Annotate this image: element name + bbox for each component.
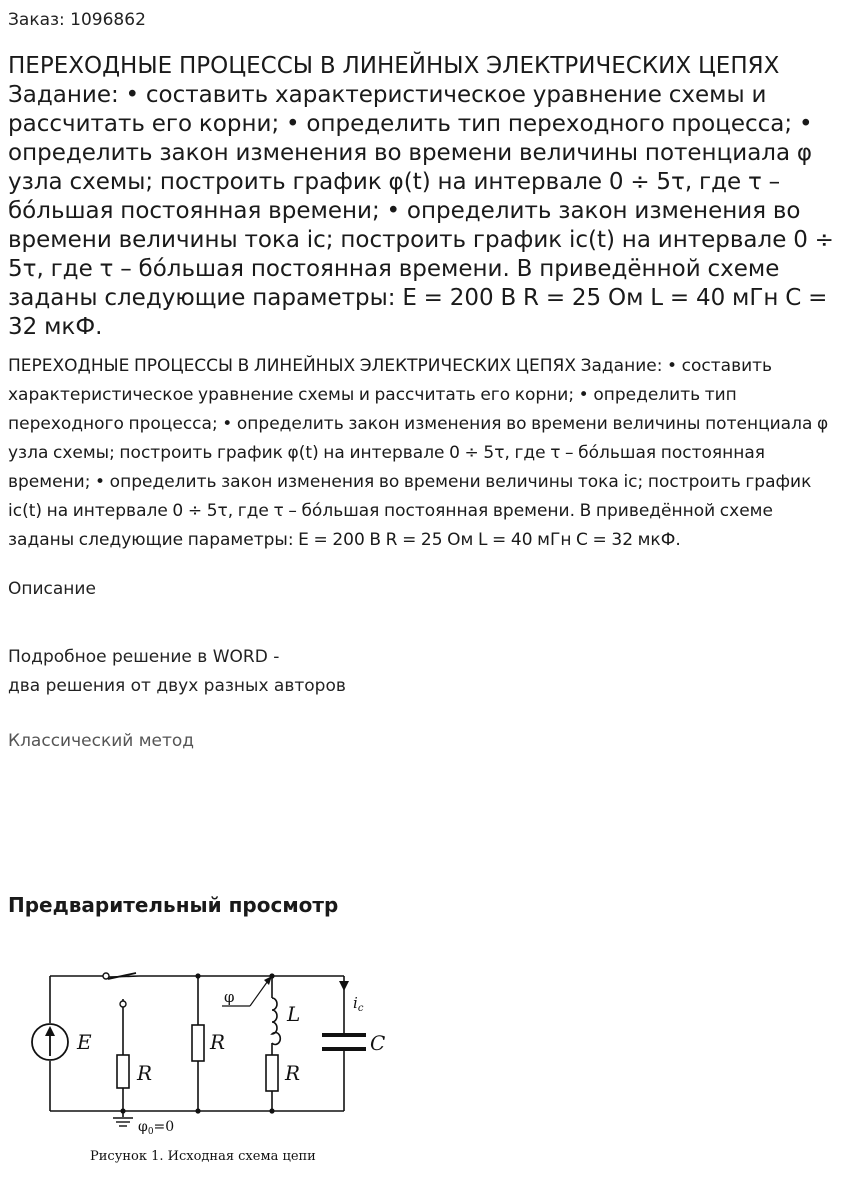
- task-heading: ПЕРЕХОДНЫЕ ПРОЦЕССЫ В ЛИНЕЙНЫХ ЭЛЕКТРИЧЕСКИХ ЦЕПЯХ Задание: • составить характеристическое уравнение схемы и рассчитать его корни; • определить тип переходного процесса; • определить закон изменения во времени величины потенциала φ узла схемы; построить график φ(t) на интервале 0 ÷ 5τ, где τ – бóльшая постоянная времени; • определить закон изменения во времени величины тока iс; построить график iс(t) на интервале 0 ÷ 5τ, где τ – бóльшая постоянная времени. В приведённой схеме заданы следующие параметры: E = 200 В R = 25 Ом L = 40 мГн C = 32 мкФ.: [8, 53, 834, 340]
- label-R3: R: [285, 1061, 301, 1085]
- order-number: Заказ: 1096862: [8, 10, 146, 30]
- resistor-1: [117, 1055, 129, 1088]
- resistor-3: [266, 1055, 278, 1091]
- inductor-coil: [272, 998, 280, 1045]
- method-label: Классический метод: [8, 731, 195, 751]
- description-line-2: два решения от двух разных авторов: [8, 676, 346, 696]
- current-arrow: [339, 981, 349, 991]
- label-C: C: [370, 1031, 386, 1055]
- source-icon: [32, 1024, 68, 1060]
- circuit-diagram: [22, 963, 402, 1173]
- label-R2: R: [210, 1030, 226, 1054]
- description-label: Описание: [8, 579, 96, 599]
- description-line-1: Подробное решение в WORD -: [8, 647, 280, 667]
- preview-title: Предварительный просмотр: [8, 893, 339, 917]
- description-details: [8, 643, 839, 701]
- label-L: L: [287, 1002, 301, 1026]
- label-phi: φ: [224, 988, 235, 1006]
- resistor-2: [192, 1025, 204, 1061]
- label-R1: R: [137, 1061, 153, 1085]
- task-summary: ПЕРЕХОДНЫЕ ПРОЦЕССЫ В ЛИНЕЙНЫХ ЭЛЕКТРИЧЕСКИХ ЦЕПЯХ Задание: • составить характеристическое уравнение схемы и рассчитать его корни; • определить тип переходного процесса; • определить закон изменения во времени величины потенциала φ узла схемы; построить график φ(t) на интервале 0 ÷ 5τ, где τ – бóльшая постоянная времени; • определить закон изменения во времени величины тока iс; построить график iс(t) на интервале 0 ÷ 5τ, где τ – бóльшая постоянная времени. В приведённой схеме заданы следующие параметры: E = 200 В R = 25 Ом L = 40 мГн C = 32 мкФ.: [8, 356, 829, 550]
- ground-icon: [113, 1118, 133, 1126]
- page-content: [0, 8, 847, 918]
- switch-contact-bottom: [120, 1001, 126, 1007]
- label-E: E: [77, 1030, 92, 1054]
- figure-caption: Рисунок 1. Исходная схема цепи: [90, 1149, 316, 1164]
- label-ground: $\varphi_0=0$: [138, 1119, 175, 1137]
- label-ic: $i_c$: [353, 994, 364, 1014]
